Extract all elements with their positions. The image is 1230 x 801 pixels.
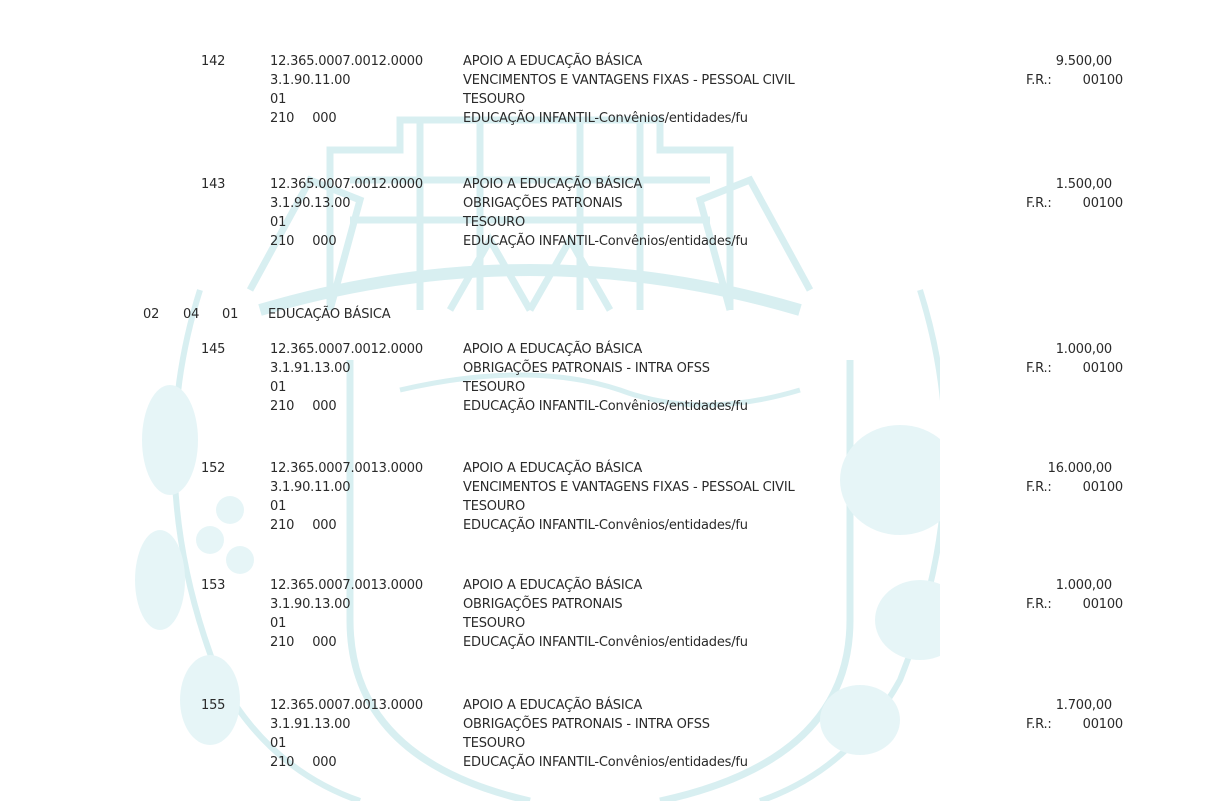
program-code: 12.365.0007.0013.0000 xyxy=(270,698,423,713)
source-code: 01 xyxy=(270,380,287,395)
source-code: 01 xyxy=(270,736,287,751)
source-description: TESOURO xyxy=(463,499,526,514)
budget-entry xyxy=(0,52,1230,132)
amount: 9.500,00 xyxy=(1055,54,1112,69)
entry-number: 155 xyxy=(201,698,226,713)
program-code: 12.365.0007.0012.0000 xyxy=(270,177,423,192)
program-description: APOIO A EDUCAÇÃO BÁSICA xyxy=(463,578,643,593)
fund-code-a: 210 xyxy=(270,518,295,533)
fr-value: 00100 xyxy=(1082,717,1123,732)
program-code: 12.365.0007.0013.0000 xyxy=(270,461,423,476)
fund-code xyxy=(270,753,336,772)
element-code: 3.1.90.13.00 xyxy=(270,196,351,211)
amount: 16.000,00 xyxy=(1047,461,1112,476)
fund-description: EDUCAÇÃO INFANTIL-Convênios/entidades/fu xyxy=(463,635,748,650)
element-description: VENCIMENTOS E VANTAGENS FIXAS - PESSOAL CIVIL xyxy=(463,73,795,88)
element-code: 3.1.90.11.00 xyxy=(270,480,351,495)
element-description: VENCIMENTOS E VANTAGENS FIXAS - PESSOAL CIVIL xyxy=(463,480,795,495)
entry-number: 153 xyxy=(201,578,226,593)
fund-description: EDUCAÇÃO INFANTIL-Convênios/entidades/fu xyxy=(463,111,748,126)
program-code: 12.365.0007.0012.0000 xyxy=(270,54,423,69)
budget-entry xyxy=(0,340,1230,420)
fund-description: EDUCAÇÃO INFANTIL-Convênios/entidades/fu xyxy=(463,755,748,770)
fr-value: 00100 xyxy=(1082,361,1123,376)
fr-label: F.R.: xyxy=(1026,597,1052,612)
fr-label: F.R.: xyxy=(1026,480,1052,495)
source-code: 01 xyxy=(270,499,287,514)
source-code: 01 xyxy=(270,92,287,107)
fr-label: F.R.: xyxy=(1026,361,1052,376)
fr-label: F.R.: xyxy=(1026,717,1052,732)
section-code-1: 02 xyxy=(143,307,160,322)
fr-value: 00100 xyxy=(1082,597,1123,612)
amount: 1.000,00 xyxy=(1055,578,1112,593)
fund-description: EDUCAÇÃO INFANTIL-Convênios/entidades/fu xyxy=(463,518,748,533)
budget-entry xyxy=(0,696,1230,776)
fund-description: EDUCAÇÃO INFANTIL-Convênios/entidades/fu xyxy=(463,399,748,414)
amount: 1.500,00 xyxy=(1055,177,1112,192)
fr-label: F.R.: xyxy=(1026,73,1052,88)
fund-code-b: 000 xyxy=(312,111,337,126)
fund-code-a: 210 xyxy=(270,234,295,249)
fund-code xyxy=(270,232,336,251)
element-code: 3.1.90.11.00 xyxy=(270,73,351,88)
entry-number: 152 xyxy=(201,461,226,476)
element-code: 3.1.91.13.00 xyxy=(270,361,351,376)
element-description: OBRIGAÇÕES PATRONAIS xyxy=(463,597,623,612)
section-code-3: 01 xyxy=(222,307,239,322)
source-code: 01 xyxy=(270,215,287,230)
program-description: APOIO A EDUCAÇÃO BÁSICA xyxy=(463,461,643,476)
element-code: 3.1.90.13.00 xyxy=(270,597,351,612)
fr-value: 00100 xyxy=(1082,73,1123,88)
fund-code xyxy=(270,397,336,416)
element-description: OBRIGAÇÕES PATRONAIS - INTRA OFSS xyxy=(463,361,710,376)
program-description: APOIO A EDUCAÇÃO BÁSICA xyxy=(463,698,643,713)
section-heading xyxy=(0,305,1230,325)
element-description: OBRIGAÇÕES PATRONAIS - INTRA OFSS xyxy=(463,717,710,732)
source-description: TESOURO xyxy=(463,215,526,230)
entry-number: 142 xyxy=(201,54,226,69)
source-description: TESOURO xyxy=(463,736,526,751)
element-code: 3.1.91.13.00 xyxy=(270,717,351,732)
fund-code-a: 210 xyxy=(270,755,295,770)
fund-code-a: 210 xyxy=(270,111,295,126)
section-code-2: 04 xyxy=(183,307,200,322)
amount: 1.700,00 xyxy=(1055,698,1112,713)
budget-entry xyxy=(0,175,1230,255)
program-code: 12.365.0007.0012.0000 xyxy=(270,342,423,357)
fund-description: EDUCAÇÃO INFANTIL-Convênios/entidades/fu xyxy=(463,234,748,249)
fund-code-b: 000 xyxy=(312,399,337,414)
entry-number: 143 xyxy=(201,177,226,192)
entry-number: 145 xyxy=(201,342,226,357)
fr-value: 00100 xyxy=(1082,196,1123,211)
fund-code xyxy=(270,516,336,535)
fund-code-a: 210 xyxy=(270,635,295,650)
section-title: EDUCAÇÃO BÁSICA xyxy=(268,307,391,322)
fund-code-b: 000 xyxy=(312,755,337,770)
element-description: OBRIGAÇÕES PATRONAIS xyxy=(463,196,623,211)
fr-value: 00100 xyxy=(1082,480,1123,495)
budget-entry xyxy=(0,576,1230,656)
source-description: TESOURO xyxy=(463,616,526,631)
program-description: APOIO A EDUCAÇÃO BÁSICA xyxy=(463,342,643,357)
source-description: TESOURO xyxy=(463,380,526,395)
fund-code-b: 000 xyxy=(312,234,337,249)
fr-label: F.R.: xyxy=(1026,196,1052,211)
fund-code xyxy=(270,633,336,652)
program-description: APOIO A EDUCAÇÃO BÁSICA xyxy=(463,177,643,192)
amount: 1.000,00 xyxy=(1055,342,1112,357)
budget-entry xyxy=(0,459,1230,539)
fund-code-a: 210 xyxy=(270,399,295,414)
fund-code xyxy=(270,109,336,128)
program-description: APOIO A EDUCAÇÃO BÁSICA xyxy=(463,54,643,69)
program-code: 12.365.0007.0013.0000 xyxy=(270,578,423,593)
fund-code-b: 000 xyxy=(312,635,337,650)
fund-code-b: 000 xyxy=(312,518,337,533)
source-code: 01 xyxy=(270,616,287,631)
source-description: TESOURO xyxy=(463,92,526,107)
